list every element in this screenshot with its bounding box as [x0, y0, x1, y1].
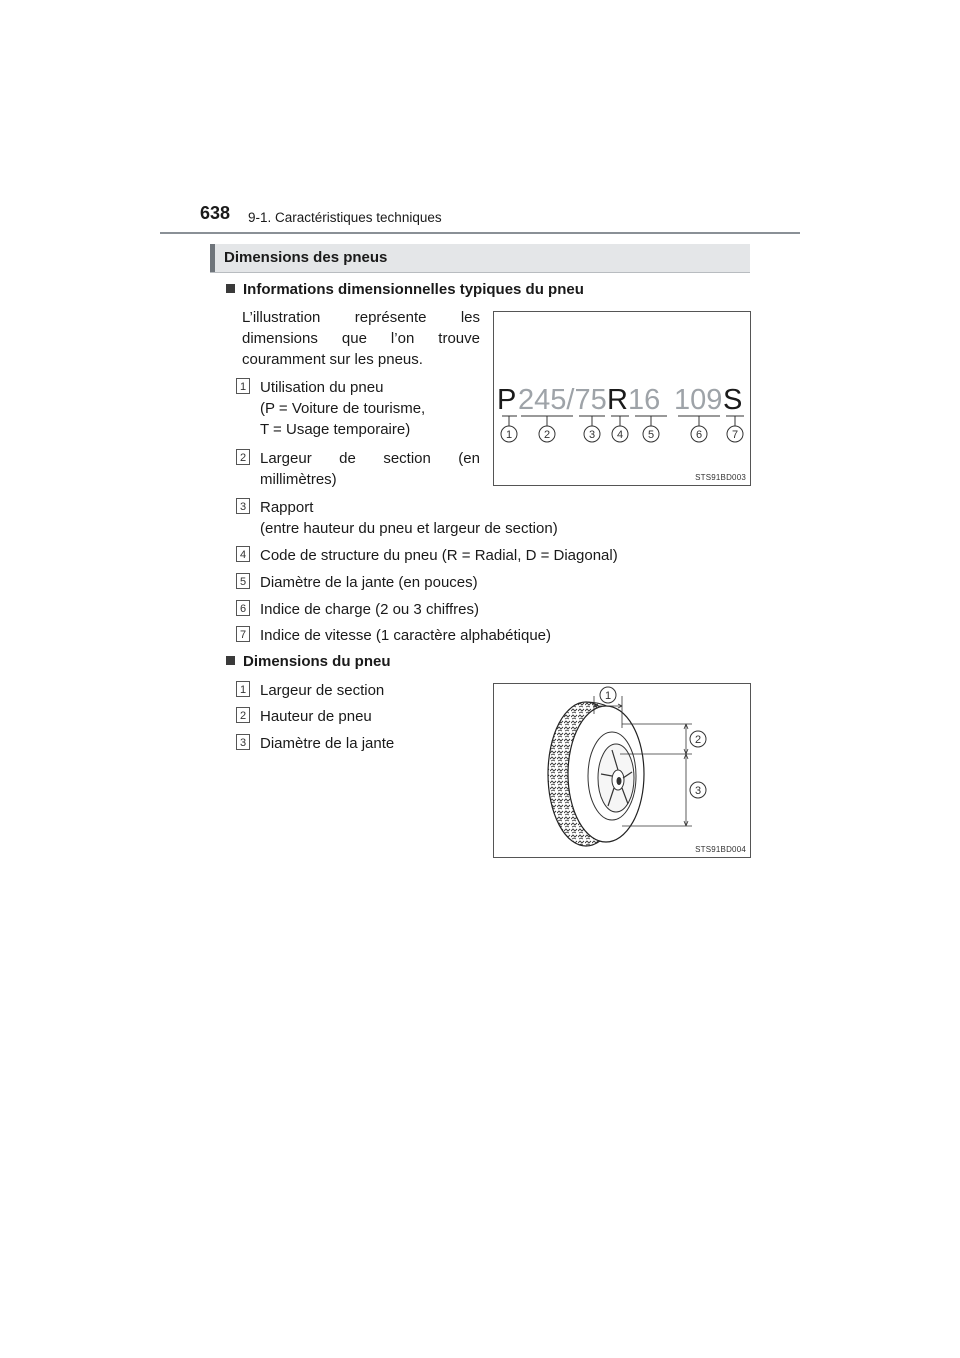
section-heading — [210, 244, 750, 273]
tire-code-figure — [493, 311, 751, 486]
number-badge-2 — [236, 707, 250, 723]
code-part-load: 109 — [674, 384, 723, 416]
item-line: Utilisation du pneu — [260, 379, 384, 396]
code-part-usage: P — [497, 384, 517, 416]
number-badge-4 — [236, 546, 250, 562]
intro-line: couramment sur les pneus. — [242, 351, 423, 368]
code-part-rim: 16 — [628, 384, 661, 416]
number-badge-1 — [236, 378, 250, 394]
callout-2: 2 — [694, 734, 702, 746]
number-badge-3 — [236, 498, 250, 514]
list-item: Code de structure du pneu (R = Radial, D = Diagonal) — [260, 547, 618, 564]
number-badge-6 — [236, 600, 250, 616]
callout-4: 4 — [616, 429, 624, 441]
code-part-structure: R — [607, 384, 628, 416]
square-bullet-icon — [226, 656, 235, 665]
callout-2: 2 — [543, 429, 551, 441]
tire-code-illustration — [494, 312, 750, 485]
list-item — [260, 377, 425, 440]
tire-illustration — [494, 684, 750, 857]
figure-code: STS91BD003 — [695, 473, 746, 482]
code-part-width-ratio: 245/75 — [518, 384, 607, 416]
list-item: Diamètre de la jante (en pouces) — [260, 574, 478, 591]
svg-text:3: 3 — [239, 501, 247, 513]
subheading-typical-info — [226, 281, 584, 298]
number-badge-5 — [236, 573, 250, 589]
section-title: Dimensions des pneus — [224, 249, 388, 266]
svg-text:1: 1 — [239, 381, 247, 393]
number-badge-1 — [236, 681, 250, 697]
number-badge-2 — [236, 449, 250, 465]
list-item — [260, 448, 480, 490]
chapter-title: 9-1. Caractéristiques techniques — [248, 210, 442, 225]
item-line: (entre hauteur du pneu et largeur de section) — [260, 520, 558, 537]
list-item: Indice de charge (2 ou 3 chiffres) — [260, 601, 480, 618]
item-line: Rapport — [260, 499, 314, 516]
subheading-text: Dimensions du pneu — [243, 653, 391, 670]
subheading-text: Informations dimensionnelles typiques du pneu — [243, 281, 584, 298]
svg-text:5: 5 — [239, 576, 247, 588]
callout-3: 3 — [588, 429, 596, 441]
item-line: (P = Voiture de tourisme, — [260, 400, 426, 417]
item-line: Largeur de section (en — [260, 450, 480, 467]
number-badge-3 — [236, 734, 250, 750]
callout-1: 1 — [505, 429, 513, 441]
callout-6: 6 — [695, 429, 703, 441]
svg-text:6: 6 — [239, 603, 247, 615]
subheading-tire-dimensions — [226, 653, 391, 670]
figure-code: STS91BD004 — [695, 845, 746, 854]
list-item: Indice de vitesse (1 caractère alphabétique) — [260, 627, 552, 644]
section-accent — [210, 244, 215, 272]
intro-paragraph — [242, 307, 480, 370]
list-item: Largeur de section — [260, 682, 385, 699]
number-badge-7 — [236, 626, 250, 642]
svg-text:1: 1 — [239, 684, 247, 696]
svg-text:7: 7 — [239, 629, 247, 641]
svg-text:2: 2 — [239, 452, 247, 464]
list-item — [260, 497, 558, 539]
item-line: T = Usage temporaire) — [260, 421, 411, 438]
callout-5: 5 — [647, 429, 655, 441]
svg-text:2: 2 — [239, 710, 247, 722]
page-number: 638 — [200, 203, 231, 223]
code-part-speed: S — [723, 384, 743, 416]
header-rule — [160, 232, 800, 234]
intro-line: L’illustration représente les — [242, 309, 480, 326]
callout-1: 1 — [604, 690, 612, 702]
item-line: millimètres) — [260, 471, 337, 488]
tire-dimensions-figure — [493, 683, 751, 858]
list-item: Diamètre de la jante — [260, 735, 395, 752]
square-bullet-icon — [226, 284, 235, 293]
callout-7: 7 — [731, 429, 739, 441]
svg-text:3: 3 — [239, 737, 247, 749]
svg-text:4: 4 — [239, 549, 247, 561]
intro-line: dimensions que l’on trouve — [242, 330, 480, 347]
callout-3: 3 — [694, 785, 702, 797]
list-item: Hauteur de pneu — [260, 708, 372, 725]
